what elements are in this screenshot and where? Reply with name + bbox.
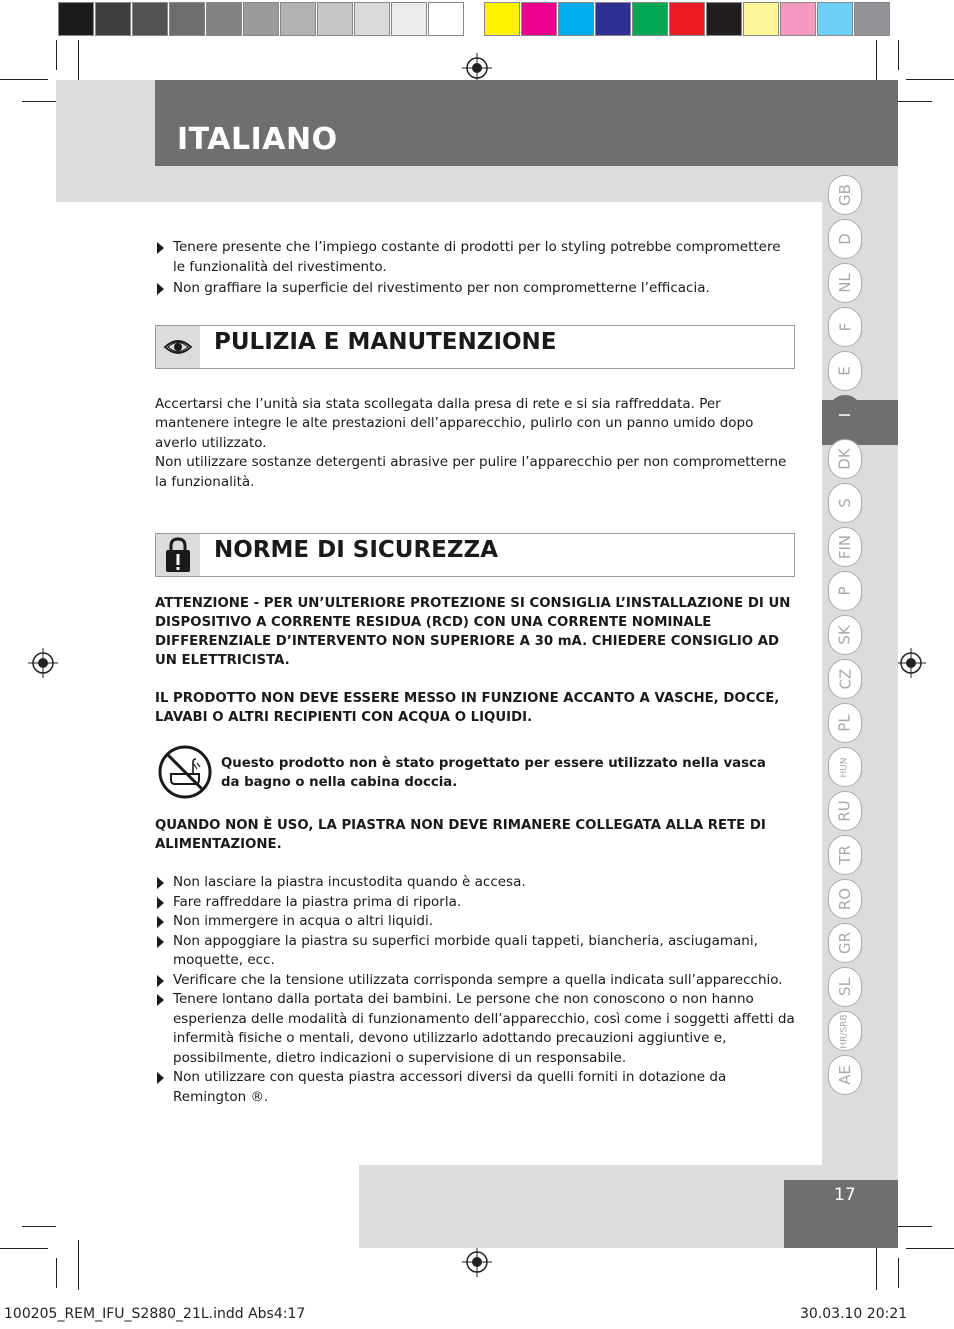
- language-tab-s[interactable]: [828, 483, 862, 523]
- language-tab-label: SL: [835, 978, 854, 996]
- crop-mark: [906, 1248, 954, 1249]
- water-warning: IL PRODOTTO NON DEVE ESSERE MESSO IN FUNZIONE ACCANTO A VASCHE, DOCCE, LAVABI O ALTRI RECIPIENTI CON ACQUA O LIQUIDI.: [155, 691, 780, 725]
- color-swatch: [521, 2, 557, 36]
- language-tab-label: I: [836, 412, 854, 418]
- crop-mark: [56, 1258, 57, 1288]
- bath-notice-text: Questo prodotto non è stato progettato per essere utilizzato nella vasca da bagno o nella cabina doccia.: [221, 756, 766, 790]
- language-tab-p[interactable]: [828, 571, 862, 611]
- crop-mark: [22, 1226, 56, 1227]
- title-band: [155, 80, 898, 166]
- language-tab-label: HR/SRB: [839, 1013, 850, 1049]
- gray-swatch: [317, 2, 353, 36]
- language-tab-label: GR: [835, 931, 854, 955]
- safety-bullet-list: [155, 873, 795, 1107]
- eye-icon: [156, 326, 200, 368]
- list-item: Non utilizzare con questa piastra accessori diversi da quelli forniti in dotazione da Remington ®.: [155, 1068, 795, 1107]
- color-swatch: [854, 2, 890, 36]
- list-item: Tenere presente che l’impiego costante di prodotti per lo styling potrebbe compromettere le funzionalità del rivestimento.: [155, 238, 795, 277]
- crop-mark: [898, 101, 932, 102]
- color-swatch: [595, 2, 631, 36]
- gray-swatch: [95, 2, 131, 36]
- language-tab-tr[interactable]: [828, 835, 862, 875]
- page-number-box: [784, 1180, 898, 1248]
- crop-mark: [22, 101, 56, 102]
- language-tab-hr-srb[interactable]: [828, 1011, 862, 1051]
- color-swatch: [817, 2, 853, 36]
- gray-swatch: [428, 2, 464, 36]
- registration-mark-icon: [896, 648, 926, 678]
- language-tab-sl[interactable]: [828, 967, 862, 1007]
- crop-mark: [898, 1258, 899, 1288]
- language-tab-ru[interactable]: [828, 791, 862, 831]
- language-tab-label: P: [835, 586, 854, 596]
- gray-swatch: [243, 2, 279, 36]
- safety-section-title: NORME DI SICUREZZA: [214, 537, 499, 563]
- cleaning-section-title: PULIZIA E MANUTENZIONE: [214, 328, 557, 355]
- color-swatch: [780, 2, 816, 36]
- language-tab-pl[interactable]: [828, 703, 862, 743]
- registration-mark-icon: [462, 53, 492, 83]
- cleaning-paragraph: Non utilizzare sostanze detergenti abrasive per pulire l’apparecchio per non comprometterne la funzionalità.: [155, 454, 787, 490]
- color-swatch: [558, 2, 594, 36]
- crop-mark: [906, 79, 954, 80]
- language-tab-dk[interactable]: [828, 439, 862, 479]
- list-item: Non lasciare la piastra incustodita quando è accesa.: [155, 873, 795, 893]
- registration-mark-icon: [28, 648, 58, 678]
- language-tab-gb[interactable]: [828, 175, 862, 215]
- list-item: Verificare che la tensione utilizzata corrisponda sempre a quella indicata sull’apparecchio.: [155, 971, 795, 991]
- language-tab-label: S: [836, 498, 854, 508]
- language-tab-cz[interactable]: [828, 659, 862, 699]
- language-tab-label: PL: [836, 714, 854, 732]
- language-tab-f[interactable]: [828, 307, 862, 347]
- language-tab-ro[interactable]: [828, 879, 862, 919]
- language-tab-label: NL: [835, 273, 854, 293]
- gray-swatch: [391, 2, 427, 36]
- cleaning-paragraph: Accertarsi che l’unità sia stata scollegata dalla presa di rete e si sia raffreddata. Per mantenere integre le alte prestazioni dell’apparecchio, pulirlo con un panno umido dopo averlo utilizzato.: [155, 395, 754, 451]
- language-tab-fin[interactable]: [828, 527, 862, 567]
- crop-mark: [0, 1248, 48, 1249]
- gray-swatch-bar: [58, 2, 465, 38]
- language-tab-gr[interactable]: [828, 923, 862, 963]
- language-tab-e[interactable]: [828, 351, 862, 391]
- language-tab-label: RO: [835, 887, 854, 911]
- page-title: ITALIANO: [177, 122, 338, 157]
- list-item: Non immergere in acqua o altri liquidi.: [155, 912, 795, 932]
- crop-mark: [56, 40, 57, 70]
- color-swatch: [743, 2, 779, 36]
- color-swatch: [484, 2, 520, 36]
- list-item: Non graffiare la superficie del rivestimento per non comprometterne l’efficacia.: [155, 279, 795, 299]
- language-tab-ae[interactable]: [828, 1055, 862, 1095]
- safety-section-header: [155, 533, 795, 577]
- language-tab-label: D: [836, 233, 854, 245]
- language-tab-sk[interactable]: [828, 615, 862, 655]
- language-tab-d[interactable]: [828, 219, 862, 259]
- language-tab-label: HUN: [839, 756, 850, 778]
- crop-mark: [898, 1226, 932, 1227]
- language-tab-label: FIN: [836, 534, 854, 560]
- crop-mark: [78, 1240, 79, 1290]
- language-tab-label: AE: [836, 1065, 854, 1085]
- footer-datetime: 30.03.10 20:21: [800, 1306, 908, 1322]
- page-number: 17: [834, 1185, 856, 1205]
- language-tab-label: TR: [836, 845, 854, 865]
- gray-swatch: [58, 2, 94, 36]
- color-swatch: [669, 2, 705, 36]
- language-tab-label: RU: [836, 800, 854, 822]
- color-swatch: [706, 2, 742, 36]
- language-tab-label: GB: [835, 184, 854, 206]
- list-item: Tenere lontano dalla portata dei bambini. Le persone che non conoscono o non hanno esperienza delle modalità di funzionamento dell’apparecchio, così come i soggetti affetti da infermità fisiche o mentali, devono utilizzarlo adottando precauzioni aggiuntive e, possibilmente, dietro indicazioni o supervisione di un responsabile.: [155, 990, 795, 1068]
- language-tab-label: F: [835, 322, 854, 332]
- language-tab-label: E: [835, 366, 854, 376]
- no-bath-icon: [157, 744, 213, 800]
- list-item: Fare raffreddare la piastra prima di riporla.: [155, 893, 795, 913]
- gray-swatch: [354, 2, 390, 36]
- language-tabs: [828, 175, 864, 1099]
- language-tab-label: DK: [835, 448, 854, 470]
- language-tab-nl[interactable]: [828, 263, 862, 303]
- color-swatch-bar: [484, 2, 891, 38]
- crop-mark: [0, 79, 48, 80]
- list-item: Non appoggiare la piastra su superfici morbide quali tappeti, biancheria, asciugamani, moquette, ecc.: [155, 932, 795, 971]
- gray-swatch: [132, 2, 168, 36]
- gray-swatch: [169, 2, 205, 36]
- language-tab-label: CZ: [836, 668, 854, 690]
- color-swatch: [632, 2, 668, 36]
- lock-warning-icon: [156, 534, 200, 576]
- crop-mark: [898, 40, 899, 70]
- intro-bullet-list: [155, 238, 795, 299]
- rcd-warning: ATTENZIONE - PER UN’ULTERIORE PROTEZIONE SI CONSIGLIA L’INSTALLAZIONE DI UN DISPOSITIVO A CORRENTE RESIDUA (RCD) CON UNA CORRENTE NOMINALE DIFFERENZIALE D’INTERVENTO NON SUPERIORE A 30 mA. CHIEDERE CONSIGLIO AD UN ELETTRICISTA.: [155, 596, 791, 668]
- gray-swatch: [280, 2, 316, 36]
- language-tab-hun[interactable]: [828, 747, 862, 787]
- registration-mark-icon: [462, 1247, 492, 1277]
- unplug-warning: QUANDO NON È USO, LA PIASTRA NON DEVE RIMANERE COLLEGATA ALLA RETE DI ALIMENTAZIONE.: [155, 818, 766, 852]
- bath-notice: [155, 744, 795, 804]
- footer-file-info: 100205_REM_IFU_S2880_21L.indd Abs4:17: [4, 1306, 306, 1322]
- gray-swatch: [206, 2, 242, 36]
- main-content: [155, 238, 795, 1107]
- cleaning-section-header: [155, 325, 795, 369]
- language-tab-i[interactable]: [828, 395, 862, 435]
- language-tab-label: SK: [835, 625, 854, 645]
